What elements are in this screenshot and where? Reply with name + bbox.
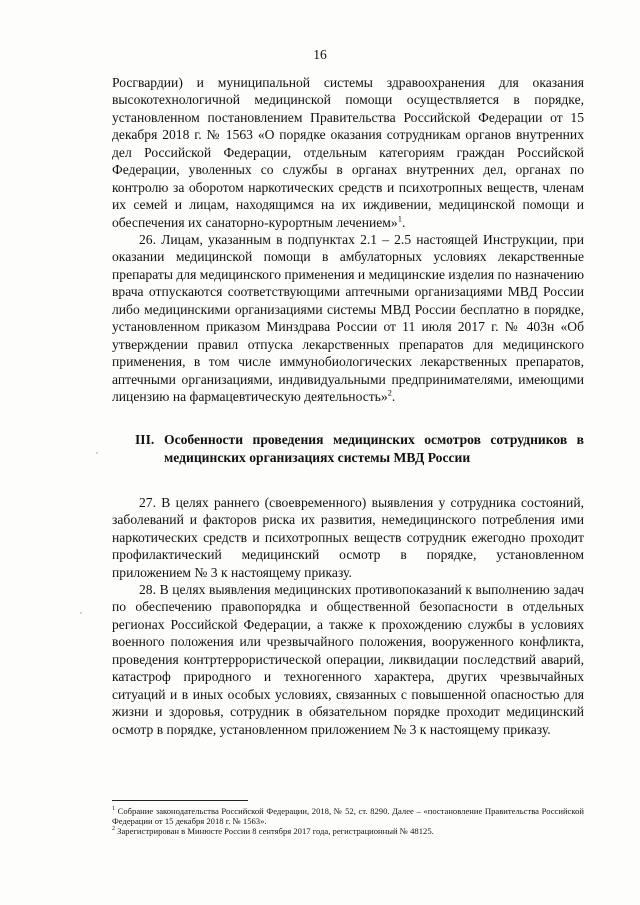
footnote-1 [112, 806, 584, 826]
section-title: Особенности проведения медицинских осмотров сотрудников в медицинских организациях системы МВД России [164, 432, 584, 465]
paragraph-26-text: 26. Лицам, указанным в подпунктах 2.1 – 2.5 настоящей Инструкции, при оказании медицинской помощи в амбулаторных условиях лекарственные препараты для медицинского применения и медицинские изделия по назначению врача отпускаются соответствующими аптечными организациями МВД России либо медицинскими организациями системы МВД России бесплатно в порядке, установленном приказом Минздрава России от 11 июля 2017 г. № 403н «Об утверждении правил отпуска лекарственных препаратов для медицинского применения, в том числе иммунобиологических лекарственных препаратов, аптечными организациями, индивидуальными предпринимателями, имеющими лицензию на фармацевтическую деятельность» [112, 232, 584, 405]
paragraph-1 [112, 74, 584, 231]
footnote-2-mark: 2 [112, 826, 115, 833]
paragraph-26-end: . [391, 389, 396, 405]
paragraph-28-block [112, 581, 584, 738]
section-heading [112, 431, 584, 466]
footnote-ref-1[interactable]: 1 [397, 213, 402, 224]
footnote-2-text: Зарегистрирован в Минюсте России 8 сентября 2017 года, регистрационный № 48125. [115, 826, 434, 837]
paragraph-1-end: . [401, 214, 406, 230]
scan-speck [96, 452, 98, 454]
footnote-ref-2[interactable]: 2 [387, 387, 392, 398]
footnote-1-mark: 1 [112, 806, 115, 813]
footnote-divider [112, 800, 248, 801]
footnote-2 [112, 826, 584, 836]
footnotes [112, 806, 584, 837]
scan-speck [80, 612, 82, 614]
paragraph-1-text: Росгвардии) и муниципальной системы здравоохранения для оказания высокотехнологичной медицинской помощи осуществляется в порядке, установленном постановлением Правительства Российской Федерации от 15 декабря 2018 г. № 1563 «О порядке оказания сотрудникам органов внутренних дел Российской Федерации, отдельным категориям граждан Российской Федерации, уволенных со службы в органах внутренних дел, органах по контролю за оборотом наркотических средств и психотропных веществ, членам их семей и лицам, находящимся на их иждивении, медицинской помощи и обеспечения их санаторно-курортным лечением» [112, 75, 584, 230]
paragraph-27-block [112, 494, 584, 581]
section-number: III. [135, 432, 155, 447]
footnote-1-text: Собрание законодательства Российской Федерации, 2018, № 52, ст. 8290. Далее – «постановление Правительства Российской Федерации от 15 декабря 2018 г. № 1563». [112, 806, 584, 827]
paragraph-26-block [112, 231, 584, 406]
paragraph-27: 27. В целях раннего (своевременного) выявления у сотрудника состояний, заболеваний и факторов риска их развития, немедицинского потребления ими наркотических средств и психотропных веществ сотрудник ежегодно проходит профилактический медицинский осмотр в порядке, установленном приложением № 3 к настоящему приказу. [112, 495, 584, 580]
paragraph-28: 28. В целях выявления медицинских противопоказаний к выполнению задач по обеспечению правопорядка и общественной безопасности в отдельных регионах Российской Федерации, а также к прохождению службы в условиях военного положения или чрезвычайного положения, вооруженного конфликта, проведения контртеррористической операции, ликвидации последствий аварий, катастроф природного и техногенного характера, других чрезвычайных ситуаций и в иных особых условиях, связанных с повышенной опасностью для жизни и здоровья, сотрудник в обязательном порядке проходит медицинский осмотр в порядке, установленном приложением № 3 к настоящему приказу. [112, 582, 584, 737]
paragraph-continuation [112, 74, 584, 231]
paragraph-26 [112, 231, 584, 406]
page-number: 16 [313, 47, 327, 62]
